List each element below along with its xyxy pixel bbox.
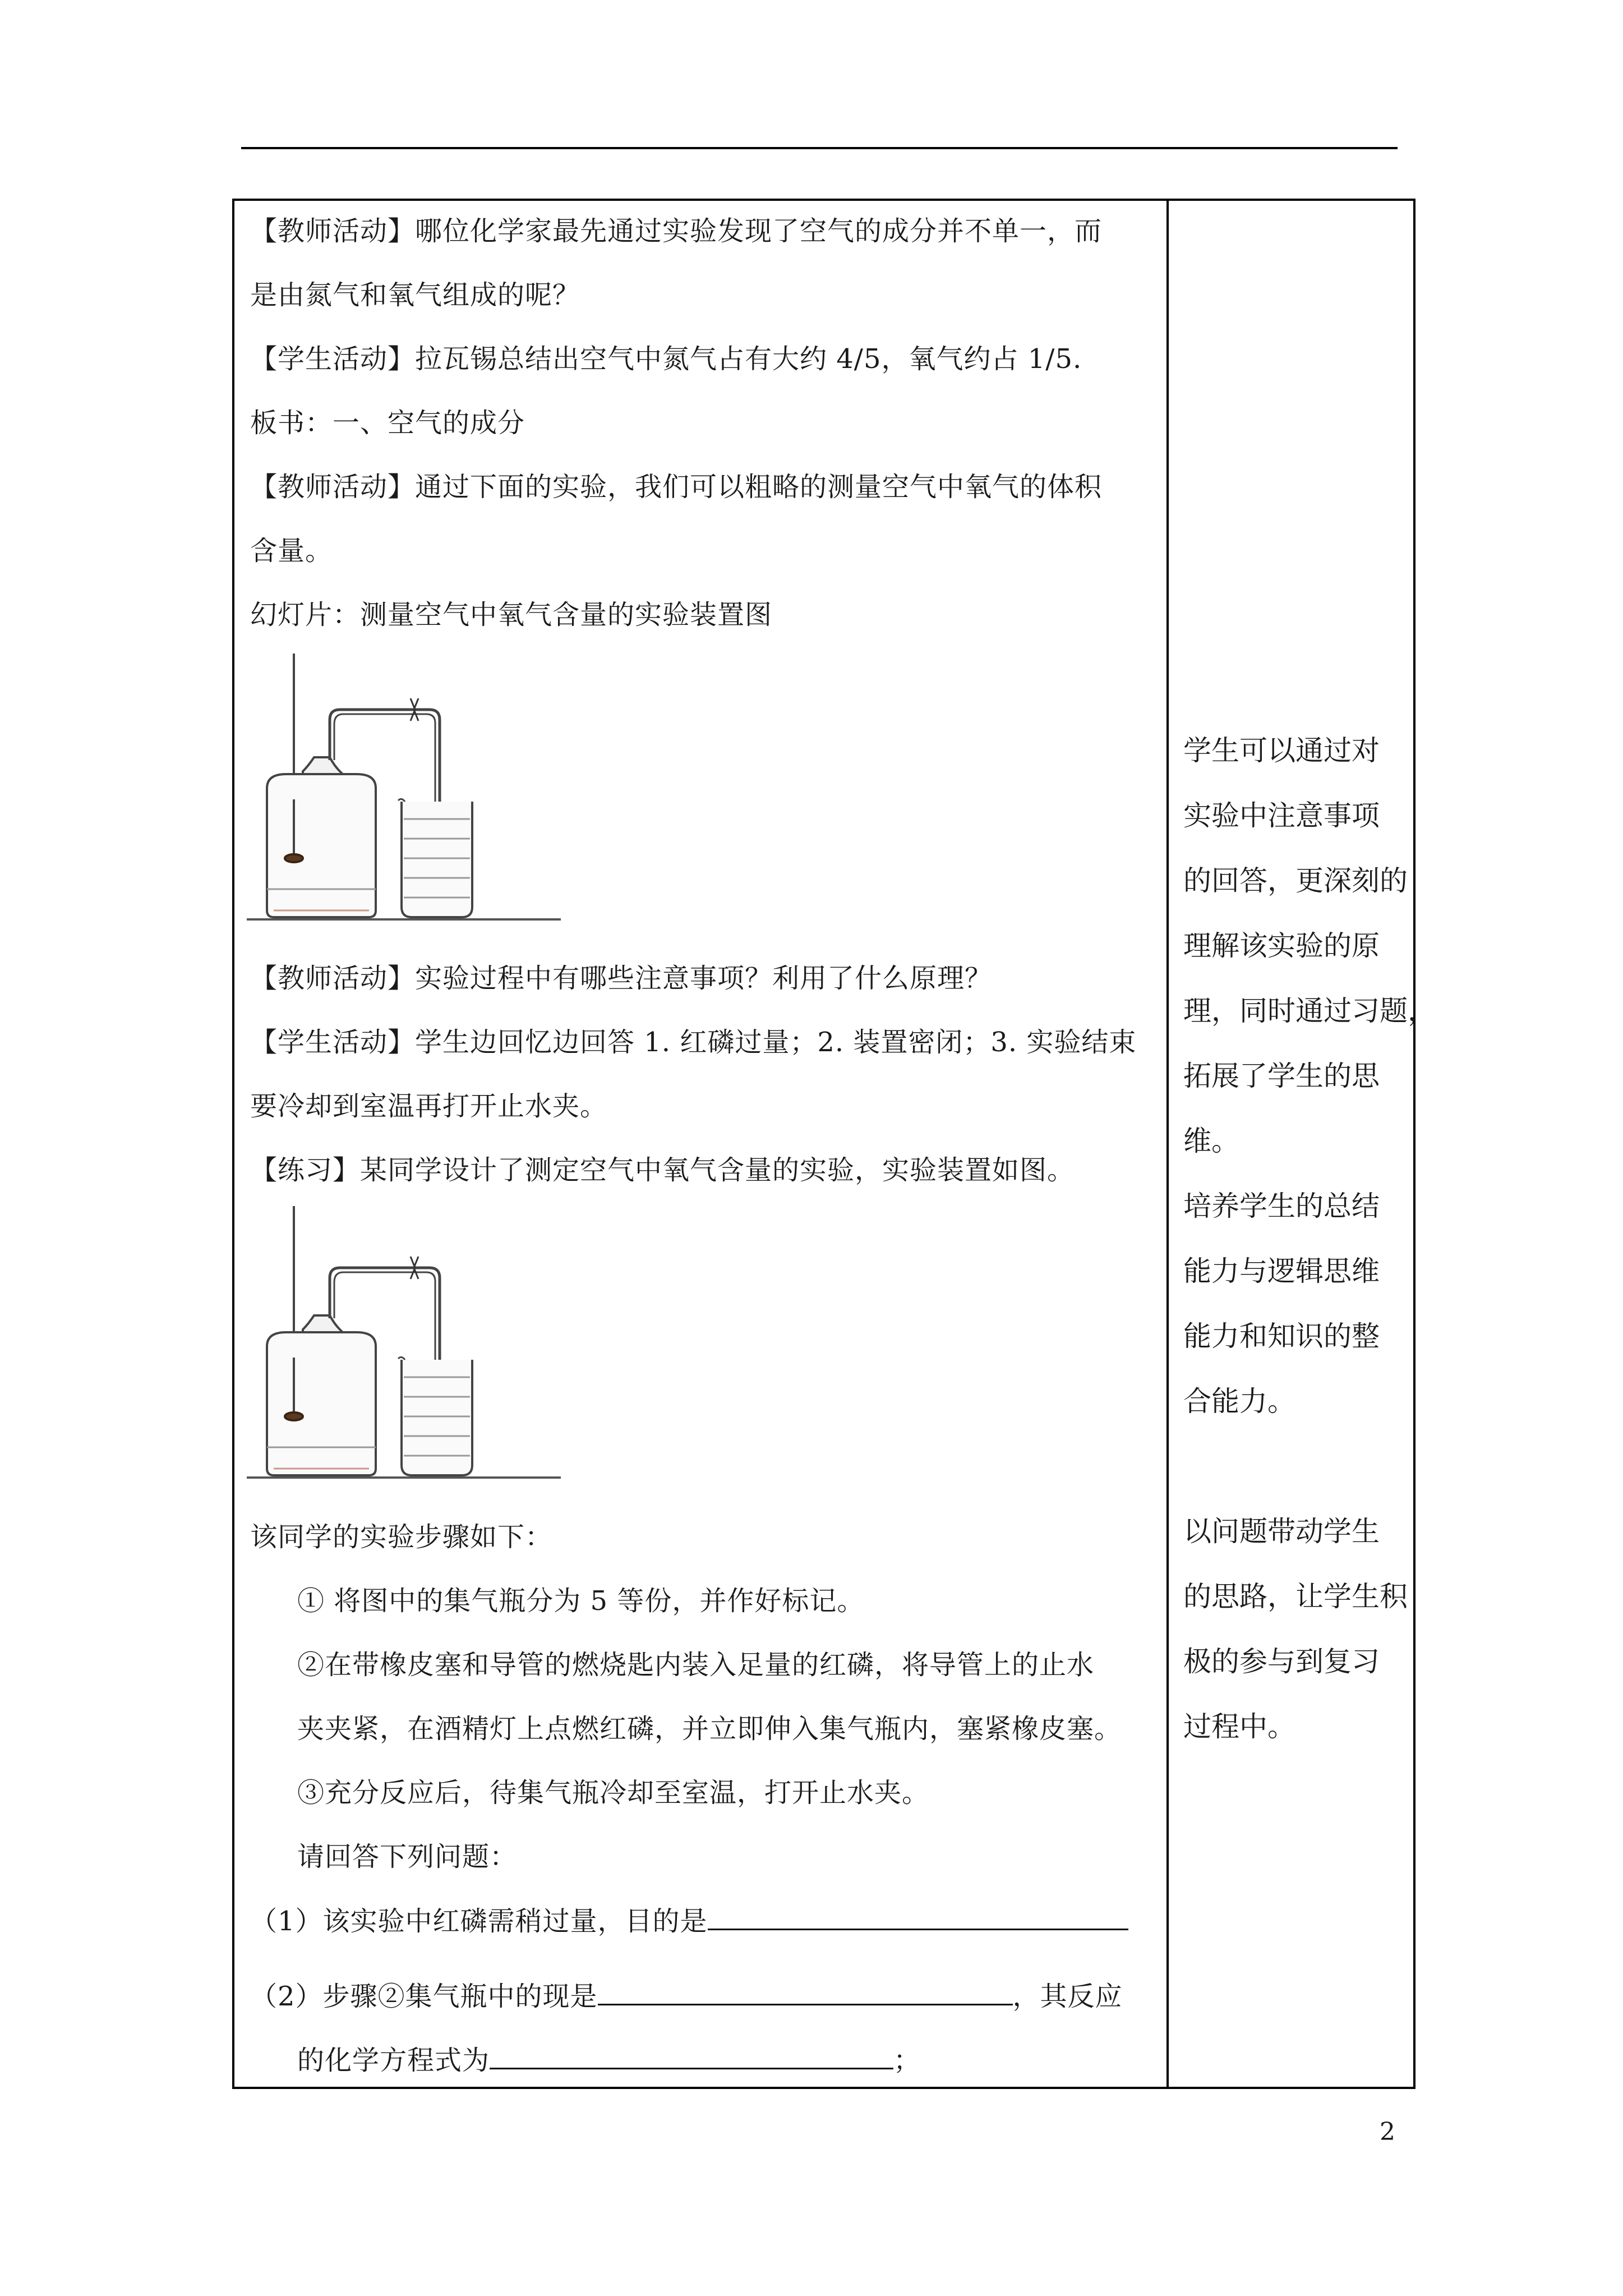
side-line: 过程中。 (1183, 1710, 1295, 1743)
side-line: 实验中注意事项 (1183, 799, 1380, 832)
main-line: 该同学的实验步骤如下： (250, 1521, 553, 1553)
step-line: ③充分反应后，待集气瓶冷却至室温，打开止水夹。 (297, 1777, 930, 1809)
question-1-text: （1）该实验中红磷需稍过量，目的是 (250, 1906, 708, 1937)
question-2-line-2 (297, 2042, 921, 2078)
page-number: 2 (1380, 2118, 1395, 2146)
collecting-bottle (267, 774, 376, 917)
main-line: 板书：一、空气的成分 (250, 407, 525, 439)
step-line: ②在带橡皮塞和导管的燃烧匙内装入足量的红磷，将导管上的止水 (297, 1649, 1095, 1681)
answer-blank-1[interactable] (708, 1903, 1128, 1930)
side-line: 的思路，让学生积 (1183, 1580, 1408, 1613)
step-line: ① 将图中的集气瓶分为 5 等份，并作好标记。 (297, 1585, 865, 1617)
main-line: 【教师活动】实验过程中有哪些注意事项？利用了什么原理？ (250, 963, 993, 994)
side-line: 合能力。 (1183, 1385, 1295, 1418)
question-2-text-cont: ，其反应 (1012, 1981, 1123, 2012)
side-line: 理解该实验的原 (1183, 930, 1380, 962)
side-line: 理，同时通过习题， (1183, 995, 1436, 1027)
side-line: 维。 (1183, 1125, 1239, 1157)
side-line: 极的参与到复习 (1183, 1645, 1380, 1678)
main-line: 幻灯片：测量空气中氧气含量的实验装置图 (250, 599, 773, 631)
side-line: 的回答，更深刻的 (1183, 864, 1408, 897)
main-line: 【学生活动】学生边回忆边回答 1. 红磷过量；2. 装置密闭；3. 实验结束 (250, 1027, 1137, 1058)
answer-blank-3[interactable] (490, 2042, 893, 2069)
red-phosphorus (285, 1412, 303, 1420)
question-2 (250, 1978, 1123, 2014)
main-line: 【学生活动】拉瓦锡总结出空气中氮气占有大约 4/5，氧气约占 1/5. (250, 343, 1082, 375)
question-1 (250, 1903, 1128, 1939)
main-line: 【教师活动】哪位化学家最先通过实验发现了空气的成分并不单一，而 (250, 215, 1103, 247)
apparatus-figure-2 (247, 1206, 561, 1481)
side-line: 培养学生的总结 (1183, 1190, 1380, 1222)
side-line: 学生可以通过对 (1183, 734, 1380, 767)
table-column-divider (1166, 199, 1169, 2089)
answer-blank-2[interactable] (598, 1978, 1013, 2005)
main-line: 要冷却到室温再打开止水夹。 (250, 1091, 608, 1122)
question-2-equation-label: 的化学方程式为 (297, 2045, 490, 2076)
side-line: 拓展了学生的思 (1183, 1060, 1380, 1092)
main-line: 【练习】某同学设计了测定空气中氧气含量的实验，实验装置如图。 (250, 1154, 1075, 1186)
red-phosphorus (285, 854, 303, 862)
main-line: 含量。 (250, 535, 333, 567)
side-line: 以问题带动学生 (1183, 1515, 1380, 1548)
side-line: 能力和知识的整 (1183, 1320, 1380, 1352)
step-line: 请回答下列问题： (297, 1841, 518, 1872)
step-line: 夹夹紧，在酒精灯上点燃红磷，并立即伸入集气瓶内，塞紧橡皮塞。 (297, 1713, 1122, 1745)
header-rule (241, 147, 1398, 149)
collecting-bottle (267, 1332, 376, 1475)
question-2-text: （2）步骤②集气瓶中的现是 (250, 1981, 598, 2012)
apparatus-figure-1 (247, 654, 561, 923)
question-2-end: ； (893, 2045, 921, 2076)
main-line: 【教师活动】通过下面的实验，我们可以粗略的测量空气中氧气的体积 (250, 471, 1103, 503)
main-line: 是由氮气和氧气组成的呢？ (250, 279, 580, 311)
side-line: 能力与逻辑思维 (1183, 1255, 1380, 1287)
